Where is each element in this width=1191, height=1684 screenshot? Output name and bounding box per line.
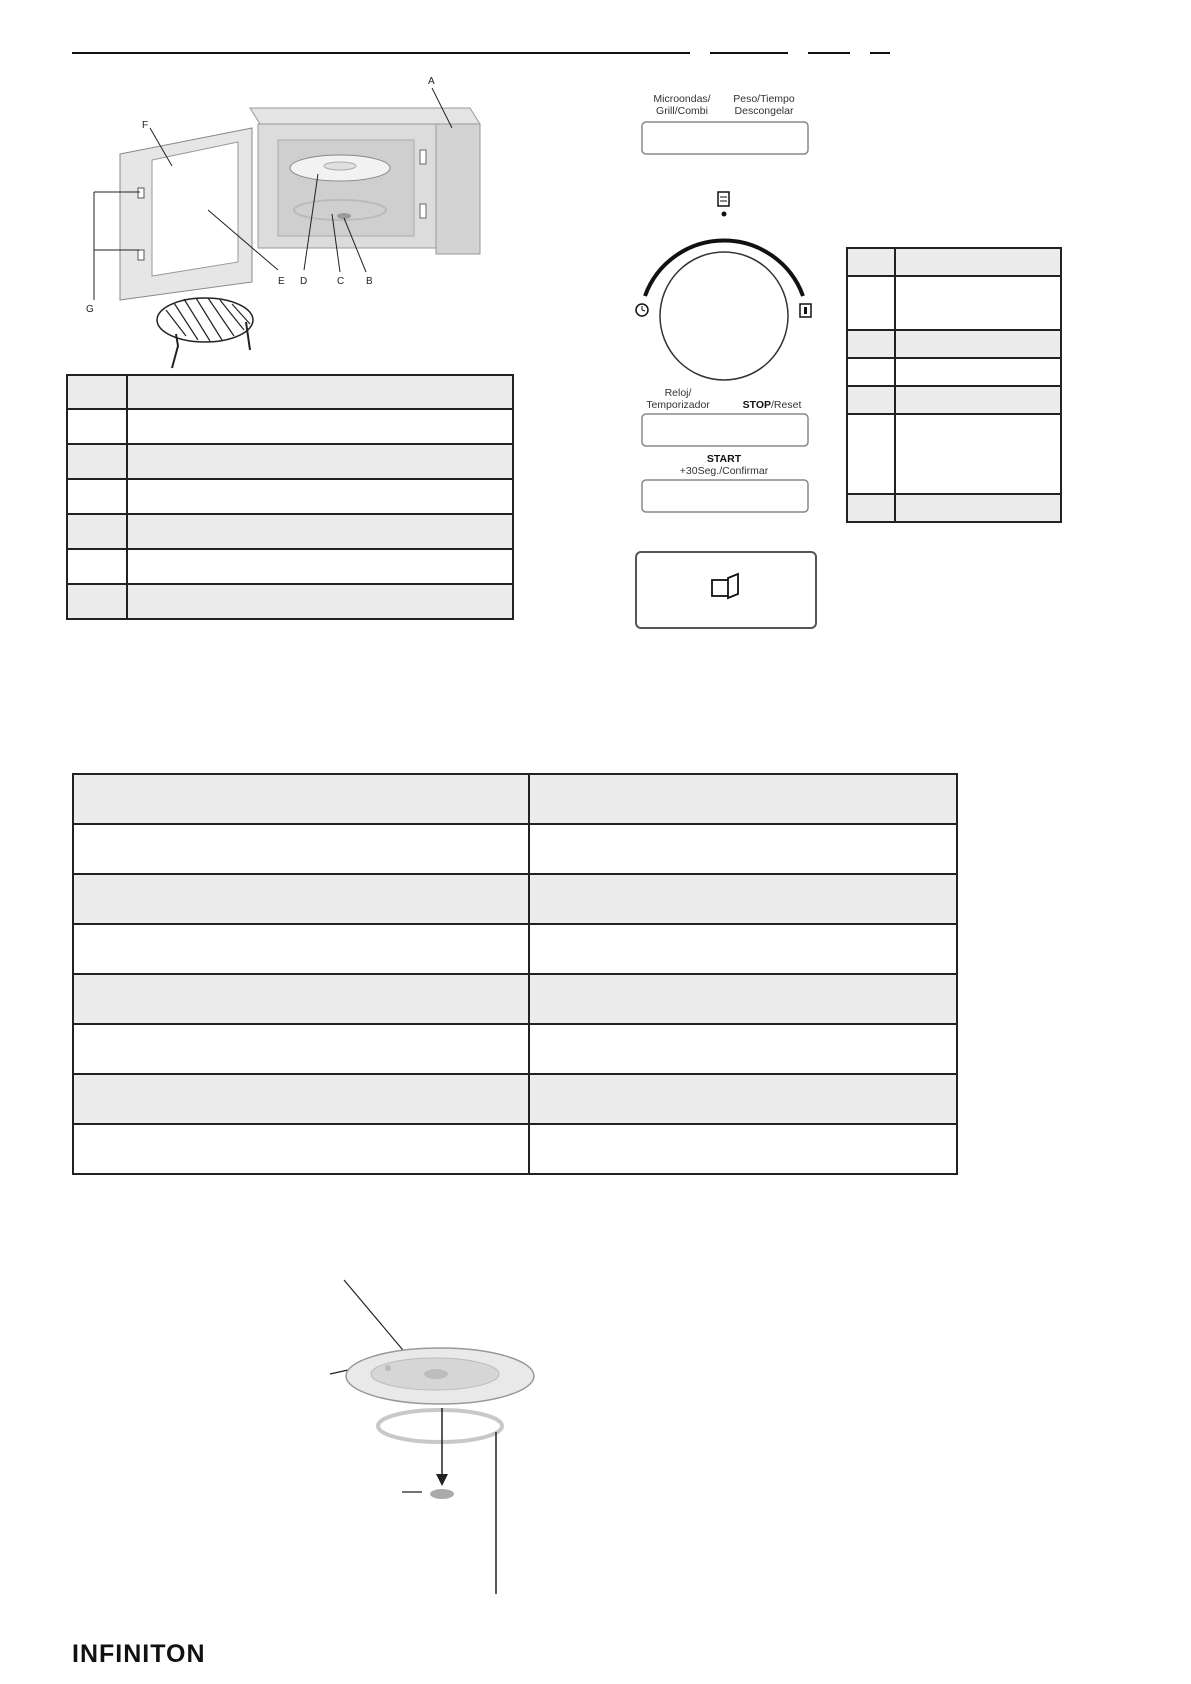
btn1-label-line2: Grill/Combi <box>656 105 708 117</box>
label-d: D <box>300 276 308 287</box>
roller-ring <box>378 1410 502 1442</box>
coupler <box>430 1489 454 1499</box>
table-row <box>73 1124 957 1174</box>
clock-label-line1: Reloj/ <box>664 387 692 399</box>
label-c: C <box>337 276 345 287</box>
header-rule-2 <box>710 52 788 54</box>
table-row <box>67 479 513 514</box>
header-rule-4 <box>870 52 890 54</box>
label-b: B <box>366 276 373 287</box>
parts-table <box>66 374 514 620</box>
label-a: A <box>428 76 435 87</box>
table-row <box>847 248 1061 276</box>
clock-stop-button[interactable] <box>642 414 808 446</box>
table-row <box>67 584 513 619</box>
btn2-label-line1: Peso/Tiempo <box>733 93 795 105</box>
btn1-label-line1: Microondas/ <box>653 93 711 105</box>
table-row <box>67 514 513 549</box>
menu-icon <box>718 192 729 206</box>
table-row <box>847 414 1061 494</box>
table-row <box>847 276 1061 330</box>
table-row <box>847 330 1061 358</box>
mode-weight-button[interactable] <box>642 122 808 154</box>
table-row <box>67 444 513 479</box>
table-row <box>73 1024 957 1074</box>
start-button[interactable] <box>642 480 808 512</box>
table-row <box>847 386 1061 414</box>
table-row <box>847 358 1061 386</box>
table-row <box>67 549 513 584</box>
label-g: G <box>86 304 94 315</box>
table-row <box>73 774 957 824</box>
brand-logo: INFINITON <box>72 1640 206 1668</box>
panel-table <box>846 247 1062 523</box>
table-row <box>67 375 513 409</box>
table-row <box>73 874 957 924</box>
label-e: E <box>278 276 285 287</box>
label-f: F <box>142 120 149 131</box>
table-row <box>73 824 957 874</box>
table-row <box>847 494 1061 522</box>
table-row <box>67 409 513 444</box>
table-row <box>73 924 957 974</box>
header-rule-3 <box>808 52 850 54</box>
start-label: START <box>706 453 742 465</box>
control-panel <box>620 80 830 640</box>
control-dial[interactable] <box>660 252 788 380</box>
table-row <box>73 1074 957 1124</box>
stop-reset-label: STOP/Reset <box>742 399 802 411</box>
microwave-diagram <box>0 0 600 400</box>
spec-table <box>72 773 958 1175</box>
table-row <box>73 974 957 1024</box>
btn2-label-line2: Descongelar <box>734 105 794 117</box>
clock-label-line2: Temporizador <box>646 399 710 411</box>
turntable-diagram <box>300 1270 560 1600</box>
start-sub-label: +30Seg./Confirmar <box>679 465 769 477</box>
